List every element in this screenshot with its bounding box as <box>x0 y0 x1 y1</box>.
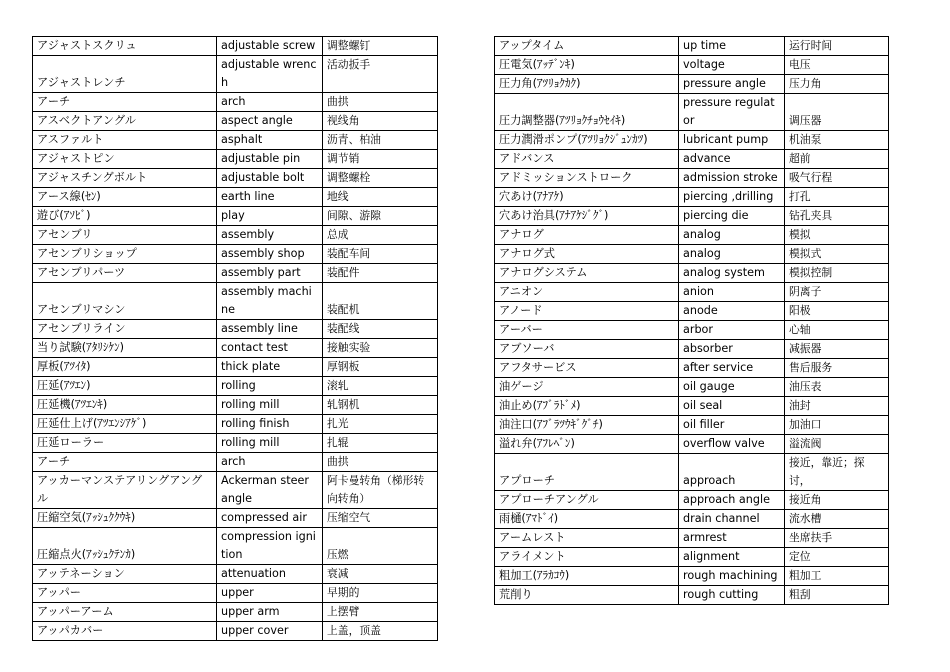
chinese-term-cell: 心轴 <box>785 321 889 340</box>
chinese-term-cell: 超前 <box>785 150 889 169</box>
table-row <box>495 37 889 56</box>
japanese-term-cell: アップタイム <box>495 37 679 56</box>
table-row <box>33 415 438 434</box>
english-term-cell: voltage <box>679 56 785 75</box>
english-term-cell: analog <box>679 226 785 245</box>
english-term-cell: piercing ,drilling <box>679 188 785 207</box>
japanese-term-cell: 油止め(ｱﾌﾞﾗﾄﾞﾒ) <box>495 397 679 416</box>
japanese-term-cell: 当り試験(ｱﾀﾘｼｹﾝ) <box>33 339 217 358</box>
japanese-term-cell: アセンブリマシン <box>33 283 217 320</box>
english-term-cell: analog system <box>679 264 785 283</box>
table-row <box>495 416 889 435</box>
english-term-cell: approach <box>679 454 785 491</box>
japanese-term-cell: アナログ式 <box>495 245 679 264</box>
chinese-term-cell: 阳极 <box>785 302 889 321</box>
chinese-term-cell: 模拟式 <box>785 245 889 264</box>
chinese-term-cell: 调整螺钉 <box>323 37 438 56</box>
english-term-cell: armrest <box>679 529 785 548</box>
chinese-term-cell: 早期的 <box>323 584 438 603</box>
table-row <box>495 207 889 226</box>
table-row <box>495 56 889 75</box>
english-term-cell: oil seal <box>679 397 785 416</box>
table-row <box>33 396 438 415</box>
japanese-term-cell: アーバー <box>495 321 679 340</box>
japanese-term-cell: 荒削り <box>495 586 679 605</box>
english-term-cell: Ackerman steer angle <box>217 472 323 509</box>
chinese-term-cell: 装配线 <box>323 320 438 339</box>
english-term-cell: rough cutting <box>679 586 785 605</box>
english-term-cell: piercing die <box>679 207 785 226</box>
table-row <box>495 131 889 150</box>
english-term-cell: contact test <box>217 339 323 358</box>
japanese-term-cell: アセンブリパーツ <box>33 264 217 283</box>
table-row <box>495 567 889 586</box>
japanese-term-cell: アニオン <box>495 283 679 302</box>
english-term-cell: rough machining <box>679 567 785 586</box>
english-term-cell: thick plate <box>217 358 323 377</box>
japanese-term-cell: アプローチアングル <box>495 491 679 510</box>
japanese-term-cell: アプローチ <box>495 454 679 491</box>
japanese-term-cell: 圧縮空気(ｱｯｼｭｸｸｳｷ) <box>33 509 217 528</box>
japanese-term-cell: アッパカバー <box>33 622 217 641</box>
chinese-term-cell: 压力角 <box>785 75 889 94</box>
table-row <box>33 528 438 565</box>
chinese-term-cell: 曲拱 <box>323 453 438 472</box>
chinese-term-cell: 沥青、柏油 <box>323 131 438 150</box>
chinese-term-cell: 打孔 <box>785 188 889 207</box>
table-row <box>33 622 438 641</box>
chinese-term-cell: 流水槽 <box>785 510 889 529</box>
english-term-cell: rolling mill <box>217 396 323 415</box>
chinese-term-cell: 定位 <box>785 548 889 567</box>
table-row <box>495 435 889 454</box>
chinese-term-cell: 粗刮 <box>785 586 889 605</box>
english-term-cell: anode <box>679 302 785 321</box>
chinese-term-cell: 溢流阀 <box>785 435 889 454</box>
japanese-term-cell: 厚板(ｱﾂｲﾀ) <box>33 358 217 377</box>
english-term-cell: play <box>217 207 323 226</box>
chinese-term-cell: 阿卡曼转角（梯形转向转角） <box>323 472 438 509</box>
table-row <box>33 565 438 584</box>
table-row <box>33 56 438 93</box>
table-row <box>33 358 438 377</box>
english-term-cell: arch <box>217 93 323 112</box>
english-term-cell: earth line <box>217 188 323 207</box>
english-term-cell: advance <box>679 150 785 169</box>
japanese-term-cell: アセンブリライン <box>33 320 217 339</box>
table-row <box>495 548 889 567</box>
chinese-term-cell: 间隙、游隙 <box>323 207 438 226</box>
japanese-term-cell: アーチ <box>33 453 217 472</box>
english-term-cell: lubricant pump <box>679 131 785 150</box>
table-row <box>495 454 889 491</box>
japanese-term-cell: 遊び(ｱｿﾋﾞ) <box>33 207 217 226</box>
table-row <box>495 75 889 94</box>
table-row <box>495 340 889 359</box>
japanese-term-cell: 圧電気(ｱｯﾃﾞﾝｷ) <box>495 56 679 75</box>
table-row <box>33 131 438 150</box>
chinese-term-cell: 压缩空气 <box>323 509 438 528</box>
japanese-term-cell: 雨樋(ｱﾏﾄﾞｲ) <box>495 510 679 529</box>
japanese-term-cell: アドミッションストローク <box>495 169 679 188</box>
english-term-cell: compressed air <box>217 509 323 528</box>
chinese-term-cell: 机油泵 <box>785 131 889 150</box>
japanese-term-cell: アセンブリ <box>33 226 217 245</box>
table-row <box>33 377 438 396</box>
glossary-table-left <box>32 36 438 641</box>
japanese-term-cell: 粗加工(ｱﾗｶｺｳ) <box>495 567 679 586</box>
english-term-cell: rolling <box>217 377 323 396</box>
table-row <box>495 94 889 131</box>
table-row <box>33 150 438 169</box>
table-row <box>33 93 438 112</box>
japanese-term-cell: アスベクトアングル <box>33 112 217 131</box>
chinese-term-cell: 调整螺栓 <box>323 169 438 188</box>
english-term-cell: overflow valve <box>679 435 785 454</box>
table-row <box>33 37 438 56</box>
chinese-term-cell: 模拟控制 <box>785 264 889 283</box>
chinese-term-cell: 装配机 <box>323 283 438 320</box>
english-term-cell: attenuation <box>217 565 323 584</box>
table-row <box>33 169 438 188</box>
table-row <box>495 529 889 548</box>
english-term-cell: oil gauge <box>679 378 785 397</box>
japanese-term-cell: 圧延仕上げ(ｱﾂｴﾝｼｱｹﾞ) <box>33 415 217 434</box>
table-row <box>495 491 889 510</box>
table-row <box>33 472 438 509</box>
table-row <box>33 584 438 603</box>
chinese-term-cell: 模拟 <box>785 226 889 245</box>
chinese-term-cell: 运行时间 <box>785 37 889 56</box>
chinese-term-cell: 滚轧 <box>323 377 438 396</box>
table-row <box>495 169 889 188</box>
english-term-cell: anion <box>679 283 785 302</box>
chinese-term-cell: 活动扳手 <box>323 56 438 93</box>
english-term-cell: upper <box>217 584 323 603</box>
japanese-term-cell: 溢れ弁(ｱﾌﾚﾍﾞﾝ) <box>495 435 679 454</box>
english-term-cell: pressure regulator <box>679 94 785 131</box>
table-row <box>33 188 438 207</box>
chinese-term-cell: 调压器 <box>785 94 889 131</box>
table-row <box>33 245 438 264</box>
japanese-term-cell: アジャストスクリュ <box>33 37 217 56</box>
japanese-term-cell: アジャストレンチ <box>33 56 217 93</box>
japanese-term-cell: アブソーバ <box>495 340 679 359</box>
chinese-term-cell: 接近角 <box>785 491 889 510</box>
table-row <box>495 245 889 264</box>
japanese-term-cell: 穴あけ治具(ｱﾅｱｹｼﾞｸﾞ) <box>495 207 679 226</box>
chinese-term-cell: 上盖，顶盖 <box>323 622 438 641</box>
english-term-cell: approach angle <box>679 491 785 510</box>
japanese-term-cell: アーチ <box>33 93 217 112</box>
chinese-term-cell: 曲拱 <box>323 93 438 112</box>
japanese-term-cell: アース線(ｾﾝ) <box>33 188 217 207</box>
table-row <box>495 359 889 378</box>
table-row <box>33 320 438 339</box>
english-term-cell: rolling mill <box>217 434 323 453</box>
table-row <box>33 509 438 528</box>
table-row <box>33 283 438 320</box>
table-row <box>33 264 438 283</box>
table-row <box>33 453 438 472</box>
chinese-term-cell: 坐席扶手 <box>785 529 889 548</box>
english-term-cell: pressure angle <box>679 75 785 94</box>
table-row <box>495 510 889 529</box>
chinese-term-cell: 装配车间 <box>323 245 438 264</box>
glossary-table-right <box>494 36 889 605</box>
english-term-cell: upper cover <box>217 622 323 641</box>
english-term-cell: assembly line <box>217 320 323 339</box>
english-term-cell: adjustable pin <box>217 150 323 169</box>
table-row <box>495 321 889 340</box>
japanese-term-cell: アナログ <box>495 226 679 245</box>
japanese-term-cell: アナログシステム <box>495 264 679 283</box>
chinese-term-cell: 电压 <box>785 56 889 75</box>
english-term-cell: oil filler <box>679 416 785 435</box>
table-row <box>495 586 889 605</box>
table-row <box>33 434 438 453</box>
table-row <box>33 112 438 131</box>
table-row <box>495 302 889 321</box>
english-term-cell: analog <box>679 245 785 264</box>
english-term-cell: asphalt <box>217 131 323 150</box>
english-term-cell: arch <box>217 453 323 472</box>
japanese-term-cell: 圧延機(ｱﾂｴﾝｷ) <box>33 396 217 415</box>
japanese-term-cell: アッテネーション <box>33 565 217 584</box>
japanese-term-cell: 穴あけ(ｱﾅｱｹ) <box>495 188 679 207</box>
table-row <box>495 378 889 397</box>
japanese-term-cell: アームレスト <box>495 529 679 548</box>
english-term-cell: upper arm <box>217 603 323 622</box>
japanese-term-cell: アッパーアーム <box>33 603 217 622</box>
english-term-cell: adjustable wrench <box>217 56 323 93</box>
english-term-cell: adjustable bolt <box>217 169 323 188</box>
english-term-cell: after service <box>679 359 785 378</box>
chinese-term-cell: 减振器 <box>785 340 889 359</box>
chinese-term-cell: 上摆臂 <box>323 603 438 622</box>
chinese-term-cell: 接近，靠近；探讨， <box>785 454 889 491</box>
english-term-cell: alignment <box>679 548 785 567</box>
chinese-term-cell: 粗加工 <box>785 567 889 586</box>
table-row <box>33 207 438 226</box>
chinese-term-cell: 压燃 <box>323 528 438 565</box>
english-term-cell: up time <box>679 37 785 56</box>
glossary-table-right-body <box>495 37 889 605</box>
chinese-term-cell: 钻孔夹具 <box>785 207 889 226</box>
chinese-term-cell: 装配件 <box>323 264 438 283</box>
table-row <box>33 603 438 622</box>
table-row <box>495 264 889 283</box>
english-term-cell: absorber <box>679 340 785 359</box>
japanese-term-cell: アジャスチングボルト <box>33 169 217 188</box>
chinese-term-cell: 厚钢板 <box>323 358 438 377</box>
chinese-term-cell: 地线 <box>323 188 438 207</box>
table-row <box>495 188 889 207</box>
chinese-term-cell: 阴离子 <box>785 283 889 302</box>
glossary-table-left-body <box>33 37 438 641</box>
japanese-term-cell: 油注口(ｱﾌﾞﾗﾂｳｷﾞｸﾞﾁ) <box>495 416 679 435</box>
japanese-term-cell: アジャストピン <box>33 150 217 169</box>
table-row <box>495 150 889 169</box>
chinese-term-cell: 轧钢机 <box>323 396 438 415</box>
chinese-term-cell: 扎辊 <box>323 434 438 453</box>
english-term-cell: admission stroke <box>679 169 785 188</box>
japanese-term-cell: 油ゲージ <box>495 378 679 397</box>
chinese-term-cell: 视线角 <box>323 112 438 131</box>
japanese-term-cell: 圧延(ｱﾂｴﾝ) <box>33 377 217 396</box>
chinese-term-cell: 扎光 <box>323 415 438 434</box>
chinese-term-cell: 总成 <box>323 226 438 245</box>
english-term-cell: assembly <box>217 226 323 245</box>
chinese-term-cell: 售后服务 <box>785 359 889 378</box>
english-term-cell: rolling finish <box>217 415 323 434</box>
japanese-term-cell: アッカーマンステアリングアングル <box>33 472 217 509</box>
english-term-cell: arbor <box>679 321 785 340</box>
chinese-term-cell: 衰减 <box>323 565 438 584</box>
japanese-term-cell: アノード <box>495 302 679 321</box>
japanese-term-cell: アドバンス <box>495 150 679 169</box>
japanese-term-cell: 圧縮点火(ｱｯｼｭｸﾃﾝｶ) <box>33 528 217 565</box>
table-row <box>495 397 889 416</box>
japanese-term-cell: アセンブリショップ <box>33 245 217 264</box>
japanese-term-cell: アッパー <box>33 584 217 603</box>
japanese-term-cell: アスファルト <box>33 131 217 150</box>
chinese-term-cell: 油封 <box>785 397 889 416</box>
japanese-term-cell: 圧力調整器(ｱﾂﾘｮｸﾁｮｳｾｲｷ) <box>495 94 679 131</box>
english-term-cell: aspect angle <box>217 112 323 131</box>
chinese-term-cell: 吸气行程 <box>785 169 889 188</box>
table-row <box>33 226 438 245</box>
english-term-cell: assembly part <box>217 264 323 283</box>
japanese-term-cell: 圧力角(ｱﾂﾘｮｸｶｸ) <box>495 75 679 94</box>
table-row <box>495 226 889 245</box>
japanese-term-cell: 圧力潤滑ポンプ(ｱﾂﾘｮｸｼﾞｭﾝｶﾂ) <box>495 131 679 150</box>
table-row <box>33 339 438 358</box>
english-term-cell: drain channel <box>679 510 785 529</box>
japanese-term-cell: アライメント <box>495 548 679 567</box>
english-term-cell: adjustable screw <box>217 37 323 56</box>
japanese-term-cell: 圧延ローラー <box>33 434 217 453</box>
english-term-cell: assembly machine <box>217 283 323 320</box>
japanese-term-cell: アフタサービス <box>495 359 679 378</box>
table-row <box>495 283 889 302</box>
chinese-term-cell: 调节销 <box>323 150 438 169</box>
chinese-term-cell: 油压表 <box>785 378 889 397</box>
chinese-term-cell: 接触实验 <box>323 339 438 358</box>
english-term-cell: compression ignition <box>217 528 323 565</box>
chinese-term-cell: 加油口 <box>785 416 889 435</box>
english-term-cell: assembly shop <box>217 245 323 264</box>
